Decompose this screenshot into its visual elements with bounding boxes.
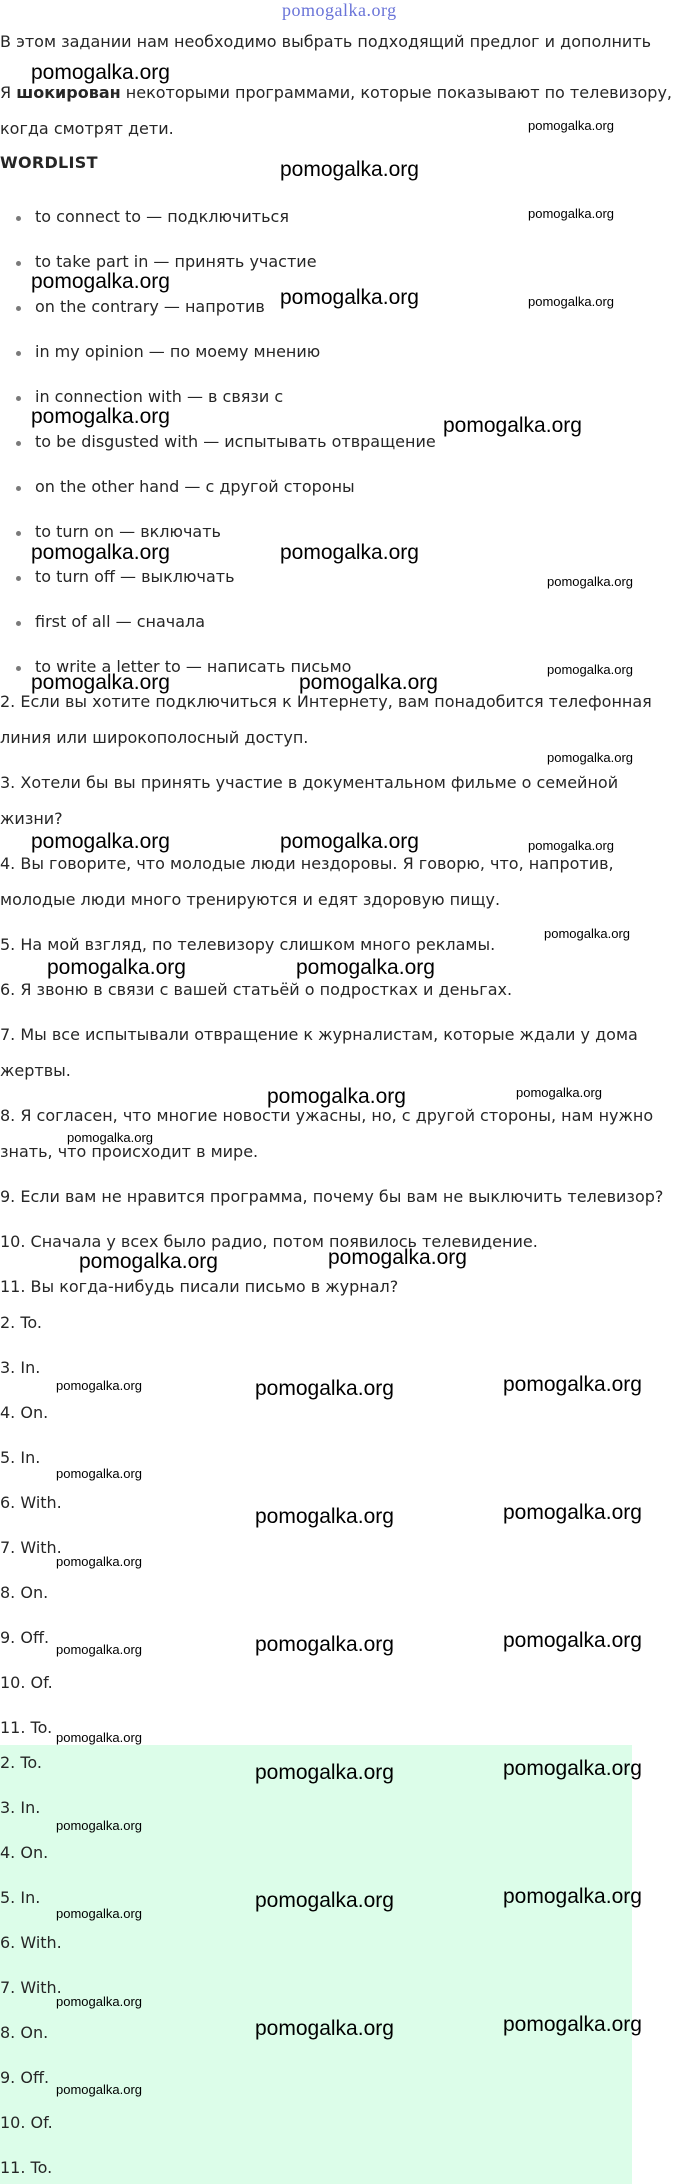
watermark: pomogalka.org xyxy=(503,1885,642,1908)
watermark: pomogalka.org xyxy=(503,1501,642,1524)
watermark: pomogalka.org xyxy=(503,1757,642,1780)
bullet xyxy=(16,306,21,311)
intro-prefix: Я xyxy=(0,83,17,102)
watermark: pomogalka.org xyxy=(67,1130,153,1145)
watermark: pomogalka.org xyxy=(56,1994,142,2009)
watermark: pomogalka.org xyxy=(547,662,633,677)
sentence-line: 5. На мой взгляд, по телевизору слишком много рекламы. xyxy=(0,935,496,954)
sentence-line: линия или широкополосный доступ. xyxy=(0,728,309,747)
watermark: pomogalka.org xyxy=(280,158,419,181)
watermark: pomogalka.org xyxy=(31,541,170,564)
watermark: pomogalka.org xyxy=(56,1554,142,1569)
sentence-line: молодые люди много тренируются и едят здоровую пищу. xyxy=(0,890,501,909)
watermark: pomogalka.org xyxy=(56,1818,142,1833)
wordlist-item: first of all — сначала xyxy=(35,612,206,631)
answer-line: 6. With. xyxy=(0,1933,62,1952)
watermark: pomogalka.org xyxy=(56,1378,142,1393)
sentence-line: 9. Если вам не нравится программа, почему бы вам не выключить телевизор? xyxy=(0,1187,664,1206)
answer-line: 5. In. xyxy=(0,1888,41,1907)
watermark: pomogalka.org xyxy=(31,405,170,428)
watermark: pomogalka.org xyxy=(31,830,170,853)
watermark: pomogalka.org xyxy=(443,414,582,437)
wordlist-item: to connect to — подключиться xyxy=(35,207,289,226)
watermark: pomogalka.org xyxy=(547,574,633,589)
watermark: pomogalka.org xyxy=(56,2082,142,2097)
watermark: pomogalka.org xyxy=(56,1642,142,1657)
watermark: pomogalka.org xyxy=(255,1633,394,1656)
watermark: pomogalka.org xyxy=(528,118,614,133)
intro-line-2 xyxy=(0,83,672,103)
watermark: pomogalka.org xyxy=(280,830,419,853)
answer-line: 11. To. xyxy=(0,1718,53,1737)
answer-line: 9. Off. xyxy=(0,1628,50,1647)
watermark: pomogalka.org xyxy=(56,1730,142,1745)
bullet xyxy=(16,531,21,536)
answer-line: 8. On. xyxy=(0,2023,49,2042)
wordlist-item: to turn on — включать xyxy=(35,522,221,541)
watermark: pomogalka.org xyxy=(255,1505,394,1528)
answer-line: 6. With. xyxy=(0,1493,62,1512)
answer-line: 10. Of. xyxy=(0,1673,53,1692)
watermark: pomogalka.org xyxy=(255,2017,394,2040)
sentence-line: 6. Я звоню в связи с вашей статьёй о подростках и деньгах. xyxy=(0,980,513,999)
answer-line: 9. Off. xyxy=(0,2068,50,2087)
intro-line-1: В этом задании нам необходимо выбрать подходящий предлог и дополнить xyxy=(0,32,652,51)
intro-bold-word: шокирован xyxy=(16,83,121,102)
bullet xyxy=(16,441,21,446)
answer-line: 5. In. xyxy=(0,1448,41,1467)
bullet xyxy=(16,621,21,626)
answer-line: 4. On. xyxy=(0,1403,49,1422)
watermark: pomogalka.org xyxy=(56,1906,142,1921)
bullet xyxy=(16,666,21,671)
watermark: pomogalka.org xyxy=(516,1085,602,1100)
bullet xyxy=(16,216,21,221)
watermark: pomogalka.org xyxy=(296,956,435,979)
site-logo[interactable]: pomogalka.org xyxy=(282,0,397,20)
sentence-line: жертвы. xyxy=(0,1061,71,1080)
wordlist-item: to be disgusted with — испытывать отвращение xyxy=(35,432,436,451)
watermark: pomogalka.org xyxy=(503,1373,642,1396)
wordlist-item: to write a letter to — написать письмо xyxy=(35,657,352,676)
sentence-line: 3. Хотели бы вы принять участие в документальном фильме о семейной xyxy=(0,773,619,792)
watermark: pomogalka.org xyxy=(544,926,630,941)
wordlist-item: to turn off — выключать xyxy=(35,567,235,586)
answer-line: 3. In. xyxy=(0,1358,41,1377)
answer-line: 2. To. xyxy=(0,1313,42,1332)
answer-line: 7. With. xyxy=(0,1978,62,1997)
intro-rest: некоторыми программами, которые показывают по телевизору, xyxy=(120,83,672,102)
wordlist-title: WORDLIST xyxy=(0,153,98,172)
watermark: pomogalka.org xyxy=(79,1250,218,1273)
watermark: pomogalka.org xyxy=(31,61,170,84)
watermark: pomogalka.org xyxy=(56,1466,142,1481)
watermark: pomogalka.org xyxy=(267,1085,406,1108)
answer-line: 2. To. xyxy=(0,1753,42,1772)
sentence-line: знать, что происходит в мире. xyxy=(0,1142,259,1161)
watermark: pomogalka.org xyxy=(528,294,614,309)
wordlist-item: to take part in — принять участие xyxy=(35,252,317,271)
wordlist-item: in my opinion — по моему мнению xyxy=(35,342,321,361)
answer-line: 7. With. xyxy=(0,1538,62,1557)
sentence-line: 2. Если вы хотите подключиться к Интернету, вам понадобится телефонная xyxy=(0,692,652,711)
watermark: pomogalka.org xyxy=(503,2013,642,2036)
sentence-line: жизни? xyxy=(0,809,63,828)
answer-line: 3. In. xyxy=(0,1798,41,1817)
sentence-line: 8. Я согласен, что многие новости ужасны, но, с другой стороны, нам нужно xyxy=(0,1106,654,1125)
watermark: pomogalka.org xyxy=(328,1246,467,1269)
bullet xyxy=(16,576,21,581)
sentence-line: 11. Вы когда-нибудь писали письмо в журнал? xyxy=(0,1277,399,1296)
watermark: pomogalka.org xyxy=(255,1889,394,1912)
watermark: pomogalka.org xyxy=(255,1377,394,1400)
wordlist-item: on the contrary — напротив xyxy=(35,297,265,316)
watermark: pomogalka.org xyxy=(503,1629,642,1652)
answer-line: 10. Of. xyxy=(0,2113,53,2132)
sentence-line: 10. Сначала у всех было радио, потом появилось телевидение. xyxy=(0,1232,538,1251)
wordlist-item: on the other hand — с другой стороны xyxy=(35,477,355,496)
answer-line: 4. On. xyxy=(0,1843,49,1862)
watermark: pomogalka.org xyxy=(547,750,633,765)
answer-line: 8. On. xyxy=(0,1583,49,1602)
watermark: pomogalka.org xyxy=(255,1761,394,1784)
intro-line-3: когда смотрят дети. xyxy=(0,119,174,138)
highlighted-answers-box xyxy=(0,1745,632,2184)
watermark: pomogalka.org xyxy=(528,838,614,853)
bullet xyxy=(16,396,21,401)
bullet xyxy=(16,261,21,266)
bullet xyxy=(16,351,21,356)
watermark: pomogalka.org xyxy=(31,671,170,694)
watermark: pomogalka.org xyxy=(299,671,438,694)
wordlist-item: in connection with — в связи с xyxy=(35,387,284,406)
sentence-line: 4. Вы говорите, что молодые люди нездоровы. Я говорю, что, напротив, xyxy=(0,854,614,873)
watermark: pomogalka.org xyxy=(528,206,614,221)
bullet xyxy=(16,486,21,491)
watermark: pomogalka.org xyxy=(280,541,419,564)
watermark: pomogalka.org xyxy=(280,286,419,309)
sentence-line: 7. Мы все испытывали отвращение к журналистам, которые ждали у дома xyxy=(0,1025,638,1044)
watermark: pomogalka.org xyxy=(47,956,186,979)
answer-line: 11. To. xyxy=(0,2158,53,2177)
watermark: pomogalka.org xyxy=(31,270,170,293)
